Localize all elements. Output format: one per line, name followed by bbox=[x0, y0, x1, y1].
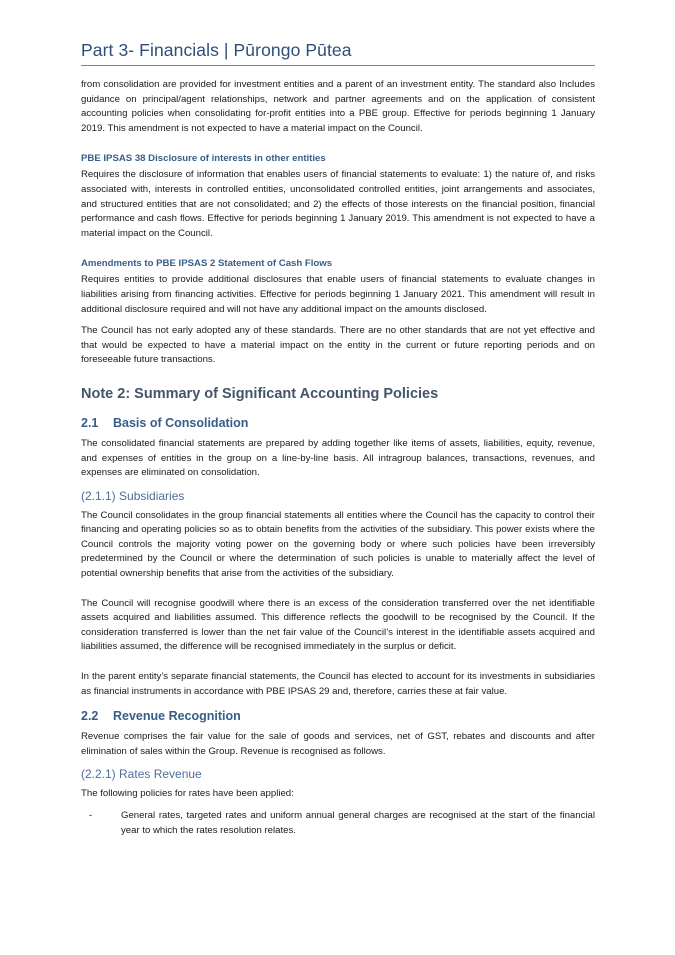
section-2-1-number: 2.1 bbox=[81, 415, 99, 430]
page-header: Part 3- Financials | Pūrongo Pūtea bbox=[81, 40, 595, 66]
ipsas38-heading: PBE IPSAS 38 Disclosure of interests in other entities bbox=[81, 153, 326, 165]
section-2-2-number: 2.2 bbox=[81, 709, 99, 724]
subsidiaries-paragraph-3: In the parent entity’s separate financial statements, the Council has elected to account for its investments in subsidiaries as financial instruments in accordance with PBE IPSAS 29 and, therefore, carries these at fair value. bbox=[81, 671, 595, 697]
rates-intro: The following policies for rates have been applied: bbox=[81, 788, 294, 800]
list-bullet: - bbox=[89, 810, 93, 821]
section-2-2-heading bbox=[81, 709, 595, 723]
subsidiaries-paragraph-2: The Council will recognise goodwill where there is an excess of the consideration transferred over the net identifiable assets acquired and liabilities assumed. This difference reflects the goodwill to be recognised by the Council. If the consideration transferred is lower than the net fair value of the Council’s interest in the identifiable assets acquired and liabilities assumed, the difference will be recognised immediately in the surplus or deficit. bbox=[81, 597, 595, 653]
ipsas2-heading: Amendments to PBE IPSAS 2 Statement of Cash Flows bbox=[81, 258, 333, 270]
document-page bbox=[81, 40, 595, 838]
ipsas2-body: Requires entities to provide additional disclosures that enable users of financial statements to evaluate changes in liabilities arising from financing activities. Effective for periods beginning 1 January 2021. This amendment will result in additional disclosure required and will not have any additional impact on the amounts disclosed. bbox=[81, 274, 595, 315]
ipsas38-body: Requires the disclosure of information that enables users of financial statements to evaluate: 1) the nature of, and risks associated with, interests in controlled entities, unconsolidated controlled entities, joint arrangements and associates, and structured entities that are not consolidated; and 2) the effects of those interests on the financial position, financial performance and cash flows. Effective for periods beginning 1 January 2019. This amendment is not expected to have a material impact on the Council. bbox=[81, 169, 595, 239]
section-2-2-title: Revenue Recognition bbox=[113, 709, 241, 724]
section-2-2-body: Revenue comprises the fair value for the sale of goods and services, net of GST, rebates and discounts and after elimination of sales within the Group. Revenue is recognised as follows. bbox=[81, 731, 595, 757]
list-item bbox=[89, 809, 595, 838]
rates-policy-list bbox=[81, 809, 595, 838]
section-2-1-body: The consolidated financial statements are prepared by adding together like items of assets, liabilities, equity, revenue, and expenses of entities in the group on a line-by-line basis. All intragroup balances, transactions, revenues, and expenses are eliminated on consolidation. bbox=[81, 437, 595, 479]
note2-title: Note 2: Summary of Significant Accounting Policies bbox=[81, 385, 439, 402]
list-item-text: General rates, targeted rates and uniform annual general charges are recognised at the start of the financial year to which the rates resolution relates. bbox=[121, 810, 595, 836]
section-2-2-1-heading: (2.2.1) Rates Revenue bbox=[81, 767, 202, 782]
section-2-1-1-heading: (2.1.1) Subsidiaries bbox=[81, 488, 185, 503]
section-2-1-heading bbox=[81, 416, 595, 430]
intro-paragraph: from consolidation are provided for investment entities and a parent of an investment entity. The standard also Includes guidance on principal/agent relationships, network and partner agreements and on the application of consistent accounting policies when consolidating for-profit entities into a PBE group. Effective for periods beginning 1 January 2019. This amendment is not expected to have a material impact on the Council. bbox=[81, 79, 595, 134]
subsidiaries-paragraph-1: The Council consolidates in the group financial statements all entities where the Council has the capacity to control their financing and operating policies so as to obtain benefits from the activities of the subsidiary. This power exists where the Council controls the majority voting power on the governing body or where such policies have been irreversibly predetermined by the Council or where the determination of such policies is unable to materially affect the level of potential ownership benefits that arise from the activities of the subsidiary. bbox=[81, 509, 595, 580]
section-2-1-title: Basis of Consolidation bbox=[113, 415, 249, 430]
standards-summary-paragraph: The Council has not early adopted any of these standards. There are no other standards that are not yet effective and that would be expected to have a material impact on the entity in the current or future reporting periods and on foreseeable future transactions. bbox=[81, 325, 595, 366]
